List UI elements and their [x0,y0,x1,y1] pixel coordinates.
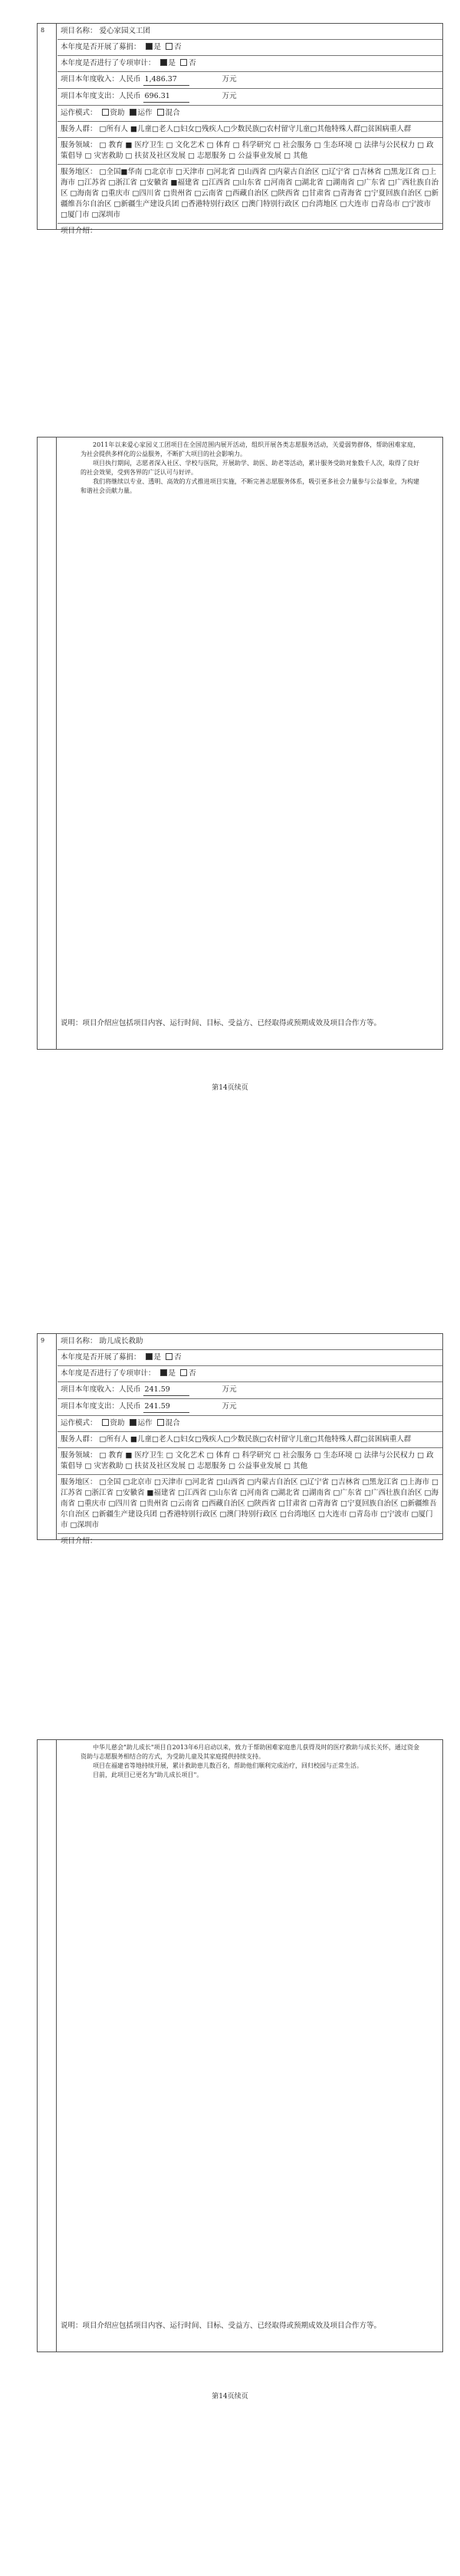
income-unit: 万元 [222,75,237,84]
project-name-row [58,1334,442,1350]
row-number-spacer [38,1740,57,2352]
fundraising-no-label: 否 [174,43,182,51]
field-label: 服务领域： [61,1451,97,1460]
mode-operating-checkbox[interactable] [130,1419,136,1426]
intro-frame [37,1739,443,2352]
intro-body [58,438,442,499]
fundraising-yes-checkbox[interactable] [146,43,153,50]
audit-no-checkbox[interactable] [180,1369,187,1376]
audit-yes-checkbox[interactable] [160,59,167,66]
region-options: □全国■华南 □北京市 □天津市 □河北省 □山西省 □内蒙古自治区 □辽宁省 □吉林省 □黑龙江省 □上海市 □江苏省 □浙江省 □安徽省 ■福建省 □江西省 □山东省 □河南省 □湖北省 □湖南省 □广东省 □广西壮族自治区 □海南省 □重庆市 □四川省 □贵州省 □云南省 □西藏自治区 □陕西省 □甘肃省 □青海省 □宁夏回族自治区 □新疆维吾尔自治区 □新疆生产建设兵团 □香港特别行政区 □澳门特别行政区 □台湾地区 □大连市 □青岛市 □宁波市 □厦门市 □深圳市 [61,168,439,219]
income-value: 1,486.37 [143,74,189,86]
expense-unit: 万元 [222,1402,237,1411]
mode-row [58,106,442,122]
fundraising-label: 本年度是否开展了募捐： [61,43,141,51]
intro-frame [37,437,443,1050]
audit-label: 本年度是否进行了专项审计： [61,1369,156,1378]
expense-row [58,89,442,106]
audit-no-label: 否 [189,1369,196,1378]
intro-note: 说明：项目介绍应包括项目内容、运行时间、目标、受益方、已经取得或预期成效及项目合作方等。 [61,2322,382,2330]
fundraising-yes-label: 是 [153,1353,162,1362]
expense-unit: 万元 [222,92,237,100]
row-number-cell [38,24,57,229]
intro-paragraph: 目前，此项目已更名为"助儿成长项目"。 [93,1771,203,1778]
mode-mixed-label: 混合 [165,1419,180,1427]
intro-paragraph: 中华儿慈会"助儿成长"项目自2013年6月启动以来，致力于帮助困难家庭患儿获得及时的医疗救助与成长关怀，通过资金资助与志愿服务相结合的方式，为受助儿童及其家庭提供持续支持。 [80,1744,419,1760]
form-rows [58,1334,442,1549]
intro-row [58,1534,442,1549]
intro-paragraph: 2011年以来爱心家园义工团项目在全国范围内展开活动，组织开展各类志愿服务活动，关爱弱势群体，帮助困难家庭，为社会提供多样化的公益服务，不断扩大项目的社会影响力。 [80,441,419,457]
fundraising-row [58,1350,442,1366]
field-row [58,1448,442,1475]
income-unit: 万元 [222,1385,237,1394]
income-value: 241.59 [143,1385,189,1396]
fundraising-label: 本年度是否开展了募捐： [61,1353,141,1362]
project-name-label: 项目名称： [61,1337,97,1345]
field-options: □ 教育 ■ 医疗卫生 □ 文化艺术 □ 体育 □ 科学研究 □ 社会服务 □ 生态环境 □ 法律与公民权力 □ 政策倡导 □ 灾害救助 □ 扶贫及社区发展 □ 志愿服务 □ 公益事业发展 □ 其他 [61,1451,434,1470]
region-label: 服务地区： [61,168,97,176]
region-row [58,165,442,224]
mode-operating-label: 运作 [137,1419,153,1427]
income-label: 项目本年度收入：人民币 [61,75,141,84]
fundraising-no-label: 否 [174,1353,182,1362]
target-label: 服务人群： [61,125,97,133]
mode-operating-checkbox[interactable] [130,109,136,116]
target-options: □所有人 ■儿童□老人□妇女□残疾人□少数民族□农村留守儿童□其他特殊人群□贫困病重人群 [99,1435,412,1444]
mode-row [58,1416,442,1432]
income-row [58,1382,442,1399]
region-label: 服务地区： [61,1478,97,1486]
expense-value: 241.59 [143,1401,189,1413]
fundraising-yes-checkbox[interactable] [146,1353,153,1360]
mode-label: 运作模式： [61,1419,97,1427]
mode-mixed-label: 混合 [165,109,180,117]
fundraising-no-checkbox[interactable] [166,43,172,50]
audit-no-label: 否 [189,59,196,67]
mode-funding-checkbox[interactable] [102,109,109,116]
field-row [58,138,442,165]
intro-text [58,1740,442,1783]
intro-row [58,224,442,239]
fundraising-no-checkbox[interactable] [166,1353,172,1360]
field-label: 服务领域： [61,141,97,149]
form-frame [37,23,443,235]
field-options: □ 教育 ■ 医疗卫生 □ 文化艺术 □ 体育 □ 科学研究 □ 社会服务 □ 生态环境 □ 法律与公民权力 □ 政策倡导 □ 灾害救助 □ 扶贫及社区发展 □ 志愿服务 □ 公益事业发展 □ 其他 [61,141,434,160]
audit-yes-checkbox[interactable] [160,1369,167,1376]
project-name-row [58,24,442,40]
audit-no-checkbox[interactable] [180,59,187,66]
expense-label: 项目本年度支出：人民币 [61,1402,141,1411]
audit-label: 本年度是否进行了专项审计： [61,59,156,67]
target-options: □所有人 ■儿童□老人□妇女□残疾人□少数民族□农村留守儿童□其他特殊人群□贫困病重人群 [99,125,412,133]
intro-note: 说明：项目介绍应包括项目内容、运行时间、目标、受益方、已经取得或预期成效及项目合作方等。 [61,1019,382,1027]
mode-operating-label: 运作 [137,109,153,117]
intro-label: 项目介绍： [61,227,97,235]
income-label: 项目本年度收入：人民币 [61,1385,141,1394]
project-name: 助儿成长救助 [99,1337,143,1345]
row-number: 8 [41,27,45,34]
audit-yes-label: 是 [168,59,176,67]
income-row [58,72,442,89]
expense-row [58,1399,442,1416]
row-number: 9 [41,1337,45,1344]
expense-value: 696.31 [143,91,189,103]
intro-paragraph: 项目在福建省等地持续开展，累计救助患儿数百名，帮助他们顺利完成治疗，回归校园与正常生活。 [93,1762,363,1769]
fundraising-row [58,40,442,56]
intro-text [58,438,442,499]
fundraising-yes-label: 是 [153,43,162,51]
row-number-cell [38,1334,57,1539]
intro-label: 项目介绍： [61,1537,97,1545]
audit-row [58,1366,442,1382]
page-footer: 第14页续页 [212,2393,248,2401]
form-frame [37,1333,443,1545]
region-options: □全国 □北京市 □天津市 □河北省 □山西省 □内蒙古自治区 □辽宁省 □吉林省 □黑龙江省 □上海市 □江苏省 □浙江省 □安徽省 ■福建省 □江西省 □山东省 □河南省 □湖北省 □湖南省 □广东省 □广西壮族自治区 □海南省 □重庆市 □四川省 □贵州省 □云南省 □西藏自治区 □陕西省 □甘肃省 □青海省 □宁夏回族自治区 □新疆维吾尔自治区 □新疆生产建设兵团 □香港特别行政区 □澳门特别行政区 □台湾地区 □大连市 □青岛市 □宁波市 □厦门市 □深圳市 [61,1478,439,1529]
intro-paragraph: 项目执行期间，志愿者深入社区、学校与医院，开展助学、助医、助老等活动，累计服务受助对象数千人次，取得了良好的社会效果，受到各界的广泛认可与好评。 [80,460,419,476]
expense-label: 项目本年度支出：人民币 [61,92,141,100]
target-row [58,122,442,138]
form-rows [58,24,442,239]
target-label: 服务人群： [61,1435,97,1444]
target-row [58,1432,442,1448]
audit-yes-label: 是 [168,1369,176,1378]
mode-mixed-checkbox[interactable] [157,1419,164,1426]
project-name-label: 项目名称： [61,27,97,35]
intro-paragraph: 我们将继续以专业、透明、高效的方式推进项目实施，不断完善志愿服务体系，吸引更多社会力量参与公益事业，为构建和谐社会贡献力量。 [80,478,419,494]
mode-funding-label: 资助 [110,1419,125,1427]
intro-body [58,1740,442,1783]
mode-label: 运作模式： [61,109,97,117]
page-footer: 第14页续页 [212,1084,248,1092]
mode-mixed-checkbox[interactable] [157,109,164,116]
mode-funding-label: 资助 [110,109,125,117]
project-name: 爱心家园义工团 [99,27,151,35]
mode-funding-checkbox[interactable] [102,1419,109,1426]
region-row [58,1475,442,1534]
audit-row [58,56,442,72]
row-number-spacer [38,438,57,1049]
